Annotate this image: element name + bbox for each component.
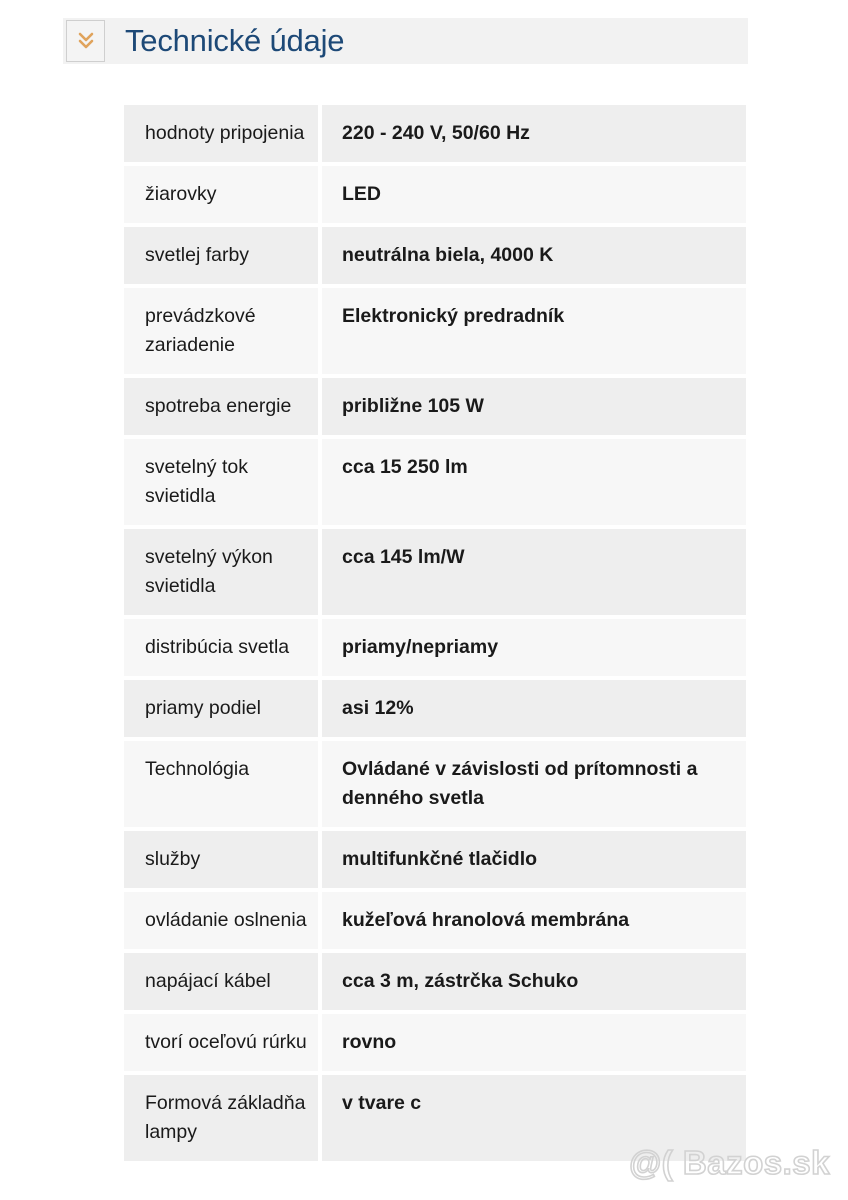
spec-value: priamy/nepriamy xyxy=(320,617,746,678)
table-row xyxy=(124,376,746,437)
spec-label: Technológia xyxy=(124,739,320,829)
spec-label: ovládanie oslnenia xyxy=(124,890,320,951)
table-row xyxy=(124,1012,746,1073)
table-row xyxy=(124,1073,746,1161)
spec-label: svetlej farby xyxy=(124,225,320,286)
spec-label: svetelný tok svietidla xyxy=(124,437,320,527)
table-row xyxy=(124,105,746,164)
section-title: Technické údaje xyxy=(125,23,345,58)
spec-label: prevádzkové zariadenie xyxy=(124,286,320,376)
spec-value: približne 105 W xyxy=(320,376,746,437)
spec-value: cca 3 m, zástrčka Schuko xyxy=(320,951,746,1012)
spec-value: asi 12% xyxy=(320,678,746,739)
table-row xyxy=(124,286,746,376)
spec-value: multifunkčné tlačidlo xyxy=(320,829,746,890)
spec-value: neutrálna biela, 4000 K xyxy=(320,225,746,286)
spec-value: LED xyxy=(320,164,746,225)
spec-label: hodnoty pripojenia xyxy=(124,105,320,164)
spec-value: rovno xyxy=(320,1012,746,1073)
spec-label: svetelný výkon svietidla xyxy=(124,527,320,617)
spec-value: cca 145 lm/W xyxy=(320,527,746,617)
spec-label: tvorí oceľovú rúrku xyxy=(124,1012,320,1073)
table-row xyxy=(124,890,746,951)
table-body xyxy=(124,105,746,1161)
spec-value: kužeľová hranolová membrána xyxy=(320,890,746,951)
table-row xyxy=(124,951,746,1012)
table-row xyxy=(124,225,746,286)
technical-specification-table xyxy=(124,105,746,1161)
table-row xyxy=(124,829,746,890)
spec-label: napájací kábel xyxy=(124,951,320,1012)
spec-value: v tvare c xyxy=(320,1073,746,1161)
spec-value: cca 15 250 lm xyxy=(320,437,746,527)
table-row xyxy=(124,617,746,678)
section-collapse-toggle-button[interactable] xyxy=(66,20,105,62)
spec-label: priamy podiel xyxy=(124,678,320,739)
table-row xyxy=(124,739,746,829)
spec-label: služby xyxy=(124,829,320,890)
spec-value: 220 - 240 V, 50/60 Hz xyxy=(320,105,746,164)
section-header-technicke-udaje[interactable] xyxy=(63,18,748,64)
chevron-double-down-icon xyxy=(76,30,96,52)
table-row xyxy=(124,527,746,617)
spec-label: Formová základňa lampy xyxy=(124,1073,320,1161)
table-row xyxy=(124,437,746,527)
bazos-watermark: @( Bazos.sk xyxy=(629,1144,830,1181)
spec-label: distribúcia svetla xyxy=(124,617,320,678)
spec-value: Elektronický predradník xyxy=(320,286,746,376)
spec-label: žiarovky xyxy=(124,164,320,225)
table-row xyxy=(124,678,746,739)
spec-value: Ovládané v závislosti od prítomnosti a denného svetla xyxy=(320,739,746,829)
spec-label: spotreba energie xyxy=(124,376,320,437)
table-row xyxy=(124,164,746,225)
